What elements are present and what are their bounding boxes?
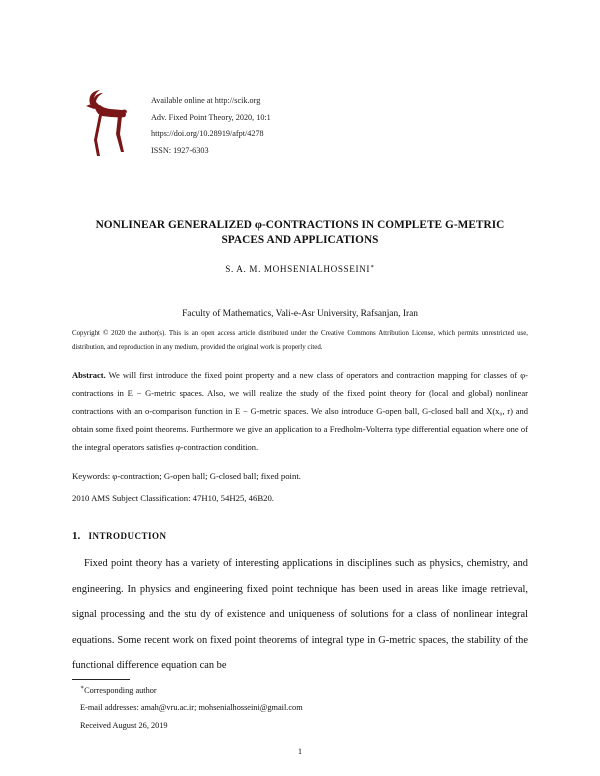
footnote-corresponding-text: Corresponding author	[84, 685, 157, 695]
ams-classification: 2010 AMS Subject Classification: 47H10, 54H25, 46B20.	[72, 493, 274, 503]
paper-title	[40, 218, 560, 247]
journal-logo-icon	[80, 90, 128, 156]
footnote-emails: E-mail addresses: amah@vru.ac.ir; mohsenialhosseini@gmail.com	[80, 703, 303, 712]
footnote-divider	[72, 679, 130, 680]
page-number: 1	[297, 746, 303, 756]
paper-title-line-2: SPACES AND APPLICATIONS	[221, 233, 379, 246]
keywords: Keywords: φ-contraction; G-open ball; G-closed ball; fixed point.	[72, 471, 301, 481]
abstract-label: Abstract.	[72, 370, 106, 380]
introduction-paragraph	[72, 551, 528, 679]
footnote-mark: ∗	[80, 685, 85, 691]
author-name: S. A. M. MOHSENIALHOSSEINI	[225, 264, 371, 275]
affiliation: Faculty of Mathematics, Vali-e-Asr University, Rafsanjan, Iran	[182, 309, 418, 319]
journal-doi: https://doi.org/10.28919/afpt/4278	[151, 129, 264, 139]
footnote-received: Received August 26, 2019	[80, 721, 168, 730]
author-footnote-mark: ∗	[370, 264, 375, 270]
section-number: 1.	[72, 530, 81, 542]
journal-issn: ISSN: 1927-6303	[151, 145, 209, 155]
abstract-text: We will first introduce the fixed point property and a new class of operators and contraction mapping for classes of φ-contractions in E − G-metric spaces. Also, we will realize the study of the fixed point theory for (local and global) nonlinear contractions with an o-comparison function in E − G-metric spaces. We also introduce G-open ball, G-closed ball and X(x₀, r) and obtain some fixed point theorems. Furthermore we give an application to a Fredholm-Volterra type differential equation where one of the integral operators satisfies φ-contraction condition.	[72, 370, 528, 453]
section-title: INTRODUCTION	[88, 531, 167, 541]
footnote-corresponding	[80, 684, 157, 695]
journal-availability: Available online at http://scik.org	[151, 96, 261, 105]
journal-info	[151, 93, 271, 159]
journal-citation: Adv. Fixed Point Theory, 2020, 10:1	[151, 112, 271, 122]
introduction-text: Fixed point theory has a variety of interesting applications in disciplines such as physics, chemistry, and engineering. In physics and engineering fixed point technique has been used in areas like image retrieval, signal processing and the stu dy of existence and uniqueness of solutions for a class of nonlinear integral equations. Some recent work on fixed point theorems of integral type in G-metric spaces, the stability of the functional difference equation can be	[72, 558, 528, 672]
abstract	[72, 366, 528, 456]
author-line	[0, 263, 600, 274]
section-heading	[72, 530, 167, 542]
copyright-notice: Copyright © 2020 the author(s). This is an open access article distributed under the Creative Commons Attribution License, which permits unrestricted use, distribution, and reproduction in any medium, provided the original work is properly cited.	[72, 330, 528, 351]
paper-title-line-1: NONLINEAR GENERALIZED φ-CONTRACTIONS IN COMPLETE G-METRIC	[95, 219, 505, 231]
